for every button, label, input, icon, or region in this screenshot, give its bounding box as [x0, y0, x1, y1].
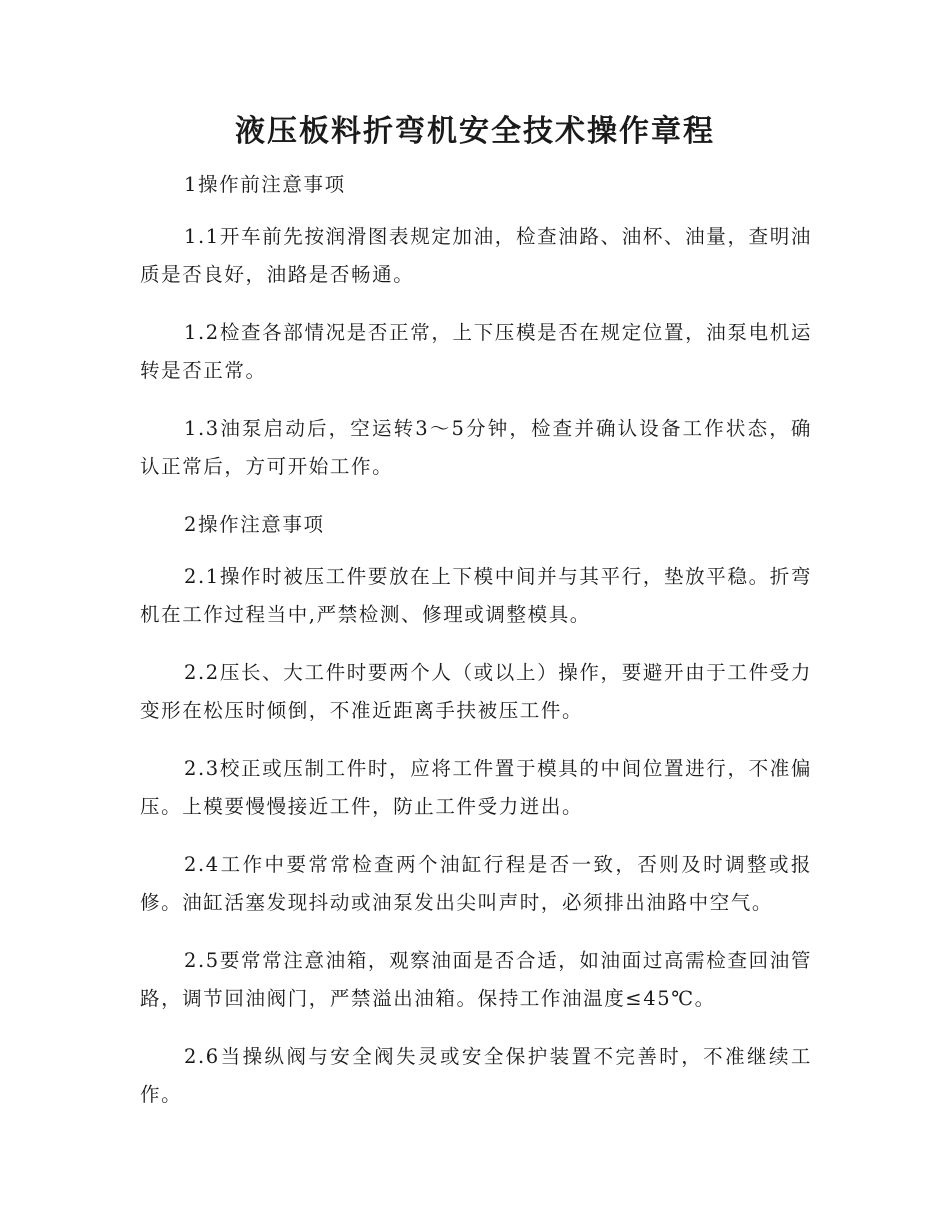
paragraph-2-5: 2.5要常常注意油箱，观察油面是否合适，如油面过高需检查回油管路，调节回油阀门，严禁溢出油箱。保持工作油温度≤45℃。: [140, 949, 812, 1010]
paragraph-1-2: 1.2检查各部情况是否正常，上下压模是否在规定位置，油泵电机运转是否正常。: [140, 321, 812, 382]
paragraph-2-4: 2.4工作中要常常检查两个油缸行程是否一致，否则及时调整或报修。油缸活塞发现抖动或油泵发出尖叫声时，必须排出油路中空气。: [140, 853, 812, 914]
paragraph-1-1: 1.1开车前先按润滑图表规定加油，检查油路、油杯、油量，查明油质是否良好，油路是否畅通。: [140, 225, 812, 286]
document-title: 液压板料折弯机安全技术操作章程: [235, 114, 715, 149]
paragraph-2-6: 2.6当操纵阀与安全阀失灵或安全保护装置不完善时，不准继续工作。: [140, 1045, 812, 1106]
paragraph-1-3: 1.3油泵启动后，空运转3～5分钟，检查并确认设备工作状态，确认正常后，方可开始工作。: [140, 417, 812, 478]
paragraph-2-1: 2.1操作时被压工件要放在上下模中间并与其平行，垫放平稳。折弯机在工作过程当中,严禁检测、修理或调整模具。: [140, 565, 812, 626]
section-heading-1: 1操作前注意事项: [184, 173, 346, 196]
paragraph-2-3: 2.3校正或压制工件时，应将工件置于模具的中间位置进行，不准偏压。上模要慢慢接近工件，防止工件受力迸出。: [140, 757, 812, 818]
paragraph-2-2: 2.2压长、大工件时要两个人（或以上）操作，要避开由于工件受力变形在松压时倾倒，不准近距离手扶被压工件。: [140, 661, 812, 722]
section-heading-2: 2操作注意事项: [184, 513, 325, 536]
document-body: [140, 166, 812, 1134]
